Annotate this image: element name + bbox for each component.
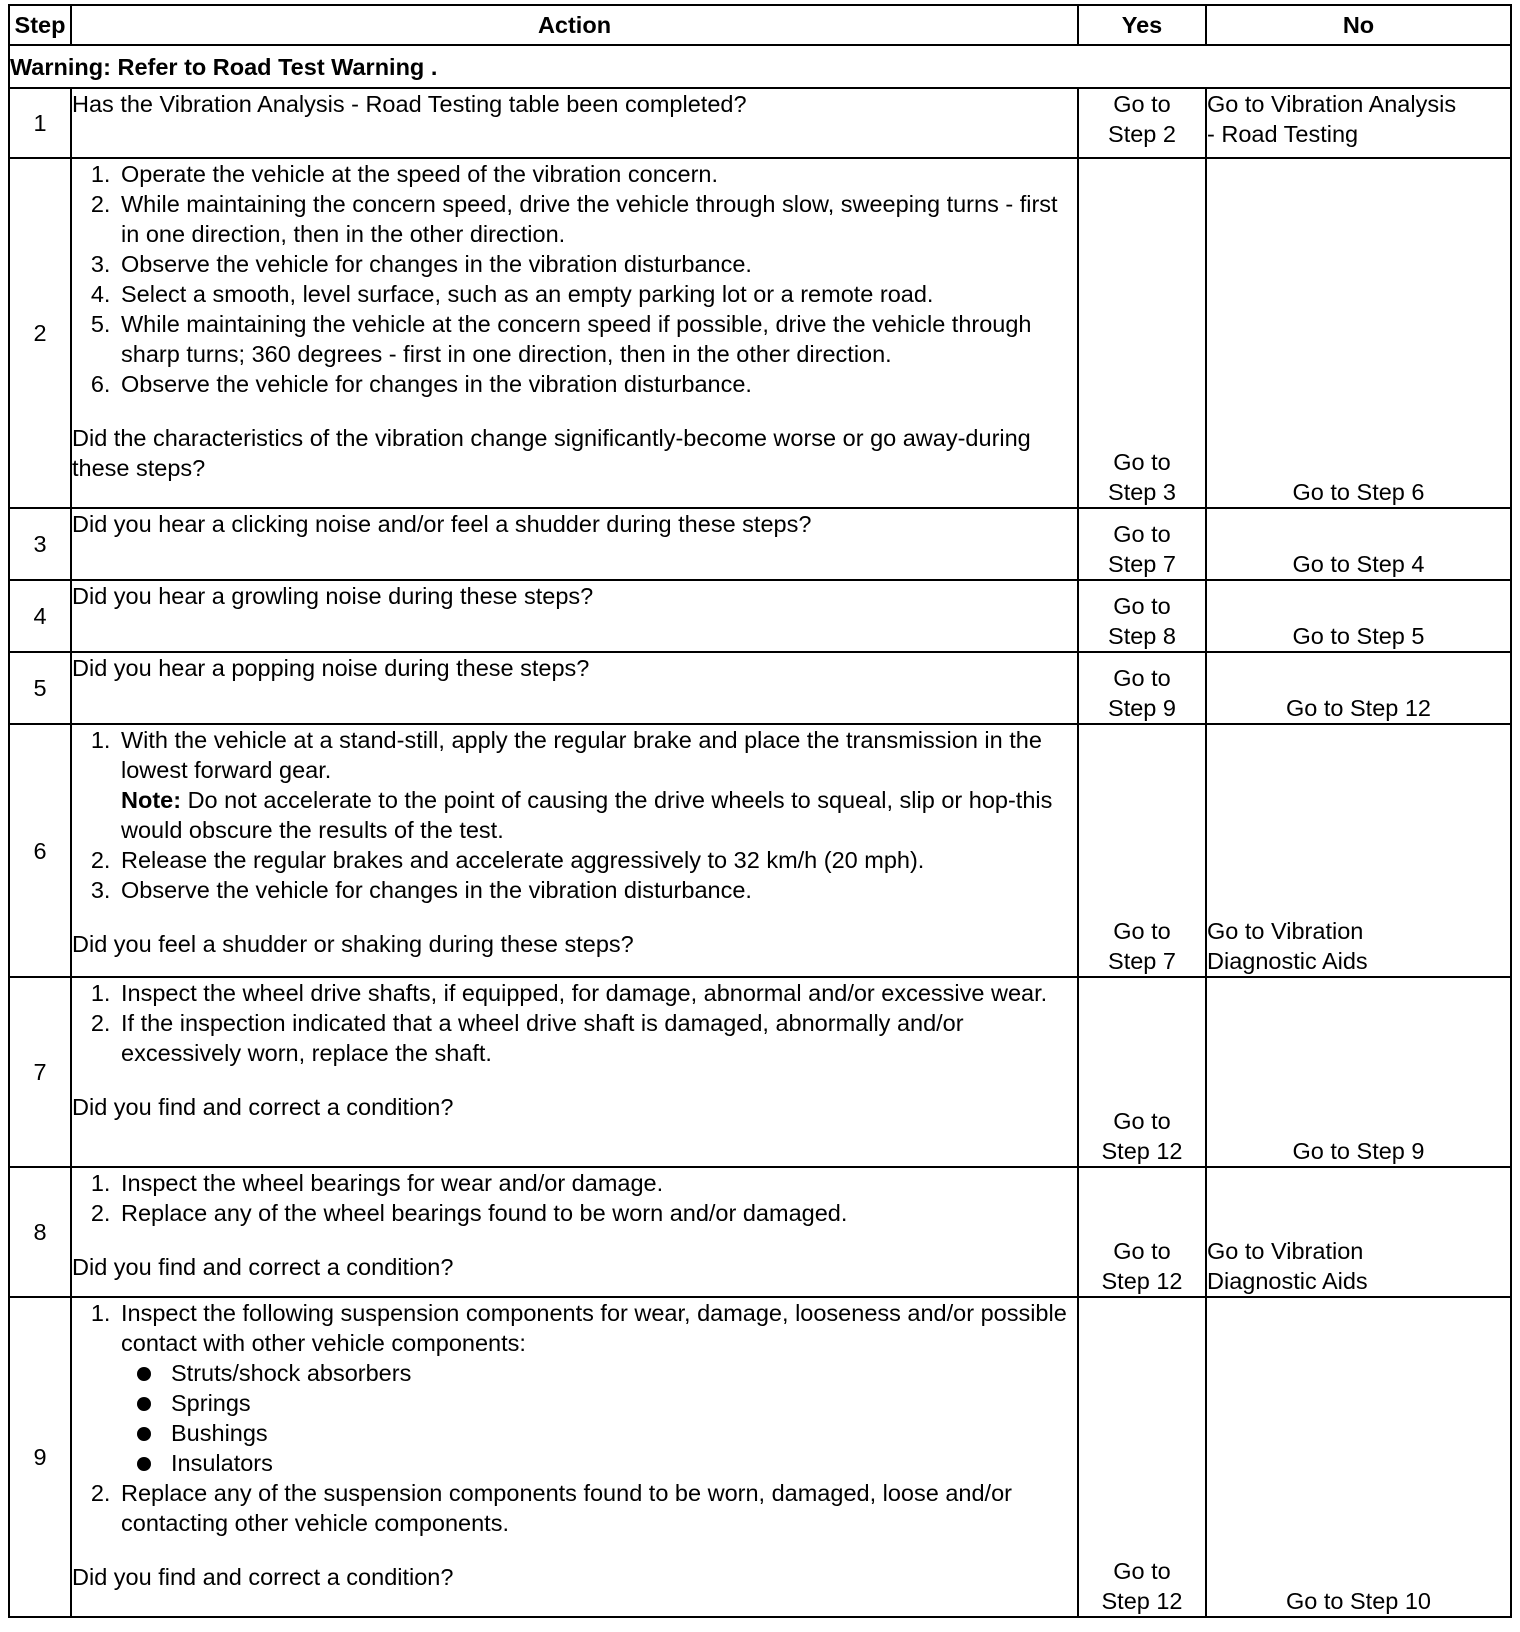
step-number: 3 — [9, 508, 71, 580]
component-label: Struts/shock absorbers — [171, 1360, 412, 1386]
yes-cell — [1078, 652, 1206, 724]
yes-cell — [1078, 158, 1206, 508]
instruction-item — [117, 1298, 1077, 1478]
list-item — [171, 1358, 1077, 1388]
component-list — [121, 1358, 1077, 1478]
no-cell — [1206, 977, 1511, 1167]
question-text: Did you hear a popping noise during these steps? — [72, 655, 590, 681]
instruction-item: 2. Release the regular brakes and accelerate aggressively to 32 km/h (20 mph). — [117, 845, 1077, 875]
step-number: 1 — [9, 88, 71, 158]
yes-link[interactable]: Go to — [1113, 1558, 1171, 1584]
header-row — [9, 5, 1511, 45]
step-number: 8 — [9, 1167, 71, 1297]
step-number: 7 — [9, 977, 71, 1167]
bullet-icon — [137, 1457, 151, 1471]
yes-cell — [1078, 1167, 1206, 1297]
instruction-item: 1. Operate the vehicle at the speed of the vibration concern. — [117, 159, 1077, 189]
action-cell — [71, 977, 1078, 1167]
no-link[interactable]: Go to Step 4 — [1292, 551, 1425, 577]
diagnostic-page — [8, 4, 1510, 1618]
instruction-list — [72, 1168, 1077, 1228]
list-item — [171, 1418, 1077, 1448]
yes-link[interactable]: Go to — [1113, 521, 1171, 547]
instruction-item: 1. Inspect the wheel drive shafts, if equipped, for damage, abnormal and/or excessive wear. — [117, 978, 1077, 1008]
note — [121, 785, 1077, 845]
no-link[interactable]: Go to Vibration — [1207, 918, 1364, 944]
instruction-item: 2. If the inspection indicated that a wheel drive shaft is damaged, abnormally and/or excessively worn, replace the shaft. — [117, 1008, 1077, 1068]
no-link[interactable]: Go to Step 12 — [1285, 695, 1432, 721]
action-cell — [71, 580, 1078, 652]
yes-cell — [1078, 508, 1206, 580]
question-text: Did you find and correct a condition? — [72, 1254, 454, 1280]
component-label: Insulators — [171, 1450, 273, 1476]
instruction-list — [72, 725, 1077, 905]
yes-cell — [1078, 1297, 1206, 1617]
instruction-item: 2. Replace any of the wheel bearings found to be worn and/or damaged. — [117, 1198, 1077, 1228]
step-number: 6 — [9, 724, 71, 977]
step-number: 9 — [9, 1297, 71, 1617]
yes-cell — [1078, 977, 1206, 1167]
table-row — [9, 88, 1511, 158]
note-label: Note: — [121, 787, 182, 813]
yes-link[interactable]: Go to — [1113, 918, 1171, 944]
instruction-item — [117, 725, 1077, 845]
component-label: Springs — [171, 1390, 251, 1416]
action-cell — [71, 508, 1078, 580]
instruction-item: 4. Select a smooth, level surface, such as an empty parking lot or a remote road. — [117, 279, 1077, 309]
no-link[interactable]: Go to Step 10 — [1285, 1588, 1432, 1614]
yes-link[interactable]: Step 8 — [1108, 623, 1176, 649]
header-no: No — [1206, 5, 1511, 45]
no-link[interactable]: Diagnostic Aids — [1207, 948, 1368, 974]
instruction-item: 6. Observe the vehicle for changes in the vibration disturbance. — [117, 369, 1077, 399]
yes-link[interactable]: Go to — [1113, 593, 1171, 619]
question-text: Did you find and correct a condition? — [72, 1564, 454, 1590]
table-row — [9, 1167, 1511, 1297]
note-text: Do not accelerate to the point of causing the drive wheels to squeal, slip or hop-this would obscure the results of the test. — [121, 787, 1053, 843]
yes-link[interactable]: Step 9 — [1108, 695, 1176, 721]
no-cell — [1206, 508, 1511, 580]
no-cell — [1206, 88, 1511, 158]
table-row — [9, 977, 1511, 1167]
header-yes: Yes — [1078, 5, 1206, 45]
no-link[interactable]: Diagnostic Aids — [1207, 1268, 1368, 1294]
instruction-item: 1. Inspect the wheel bearings for wear and/or damage. — [117, 1168, 1077, 1198]
no-cell — [1206, 1297, 1511, 1617]
step-number: 2 — [9, 158, 71, 508]
no-link[interactable]: Go to Vibration — [1207, 1238, 1364, 1264]
yes-link[interactable]: Step 2 — [1108, 121, 1176, 147]
instruction-text: Inspect the following suspension components for wear, damage, looseness and/or possible contact with other vehicle components: — [121, 1300, 1067, 1356]
bullet-icon — [137, 1397, 151, 1411]
no-link[interactable]: Go to Step 9 — [1292, 1138, 1425, 1164]
yes-link[interactable]: Go to — [1113, 91, 1171, 117]
instruction-item: 5. While maintaining the vehicle at the concern speed if possible, drive the vehicle through sharp turns; 360 degrees - first in one direction, then in the other direction. — [117, 309, 1077, 369]
no-cell — [1206, 652, 1511, 724]
yes-cell — [1078, 724, 1206, 977]
instruction-list — [72, 159, 1077, 399]
question-text: Did the characteristics of the vibration change significantly-become worse or go away-during these steps? — [72, 425, 1031, 481]
action-cell — [71, 1297, 1078, 1617]
yes-link[interactable]: Step 7 — [1108, 551, 1176, 577]
yes-cell — [1078, 88, 1206, 158]
yes-link[interactable]: Step 12 — [1101, 1588, 1183, 1614]
question-text: Has the Vibration Analysis - Road Testing table been completed? — [72, 91, 747, 117]
no-link[interactable]: Go to Step 6 — [1292, 479, 1425, 505]
component-label: Bushings — [171, 1420, 268, 1446]
diagnostic-table — [8, 4, 1512, 1618]
instruction-list — [72, 1298, 1077, 1538]
action-cell — [71, 88, 1078, 158]
action-cell — [71, 1167, 1078, 1297]
action-cell — [71, 652, 1078, 724]
step-number: 5 — [9, 652, 71, 724]
table-row — [9, 580, 1511, 652]
bullet-icon — [137, 1367, 151, 1381]
road-test-warning: Warning: Refer to Road Test Warning . — [9, 45, 1511, 88]
header-action: Action — [71, 5, 1078, 45]
yes-link[interactable]: Go to — [1113, 1238, 1171, 1264]
question-text: Did you find and correct a condition? — [72, 1094, 454, 1120]
step-number: 4 — [9, 580, 71, 652]
yes-link[interactable]: Step 12 — [1101, 1138, 1183, 1164]
table-row — [9, 652, 1511, 724]
instruction-text: With the vehicle at a stand-still, apply the regular brake and place the transmission in the lowest forward gear. — [121, 727, 1042, 783]
header-step: Step — [9, 5, 71, 45]
table-row — [9, 724, 1511, 977]
yes-link[interactable]: Step 12 — [1101, 1268, 1183, 1294]
table-row — [9, 1297, 1511, 1617]
list-item — [171, 1388, 1077, 1418]
instruction-item: 2. Replace any of the suspension components found to be worn, damaged, loose and/or contacting other vehicle components. — [117, 1478, 1077, 1538]
no-cell — [1206, 724, 1511, 977]
warning-row — [9, 45, 1511, 88]
list-item — [171, 1448, 1077, 1478]
table-row — [9, 158, 1511, 508]
yes-link[interactable]: Go to — [1113, 665, 1171, 691]
yes-link[interactable]: Step 3 — [1108, 479, 1176, 505]
bullet-icon — [137, 1427, 151, 1441]
no-link[interactable]: Go to Step 5 — [1292, 623, 1425, 649]
question-text: Did you feel a shudder or shaking during these steps? — [72, 931, 634, 957]
no-link[interactable]: - Road Testing — [1207, 121, 1359, 147]
instruction-item: 2. While maintaining the concern speed, drive the vehicle through slow, sweeping turns - first in one direction, then in the other direction. — [117, 189, 1077, 249]
yes-cell — [1078, 580, 1206, 652]
no-cell — [1206, 158, 1511, 508]
instruction-list — [72, 978, 1077, 1068]
yes-link[interactable]: Step 7 — [1108, 948, 1176, 974]
no-cell — [1206, 580, 1511, 652]
instruction-item: 3. Observe the vehicle for changes in the vibration disturbance. — [117, 249, 1077, 279]
question-text: Did you hear a clicking noise and/or feel a shudder during these steps? — [72, 511, 812, 537]
yes-link[interactable]: Go to — [1113, 1108, 1171, 1134]
action-cell — [71, 724, 1078, 977]
table-row — [9, 508, 1511, 580]
yes-link[interactable]: Go to — [1113, 449, 1171, 475]
no-cell — [1206, 1167, 1511, 1297]
no-link[interactable]: Go to Vibration Analysis — [1207, 91, 1457, 117]
instruction-item: 3. Observe the vehicle for changes in the vibration disturbance. — [117, 875, 1077, 905]
action-cell — [71, 158, 1078, 508]
question-text: Did you hear a growling noise during these steps? — [72, 583, 594, 609]
